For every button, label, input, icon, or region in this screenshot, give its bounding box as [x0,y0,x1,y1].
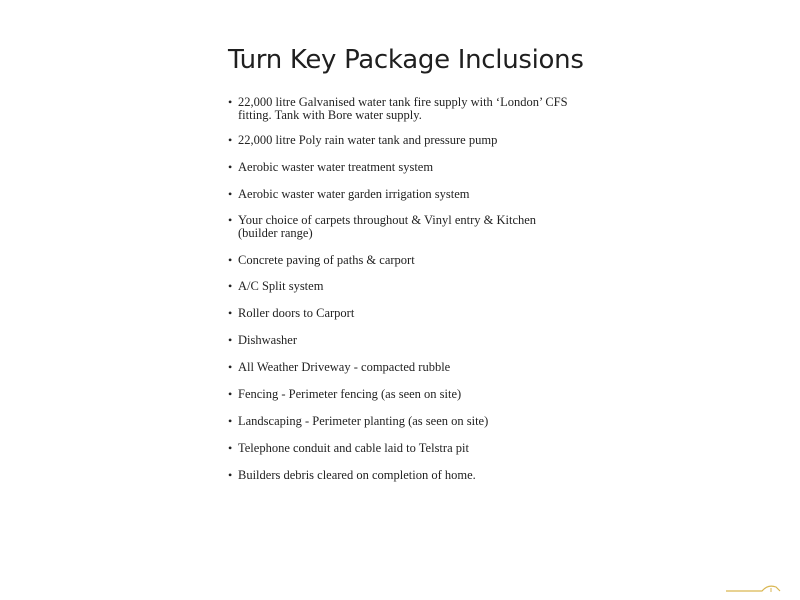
bullet-icon: • [228,441,233,455]
list-item-text: Your choice of carpets throughout & Vinyl entry & Kitchen (builder range) [238,213,537,240]
bullet-icon: • [228,387,233,401]
list-item-text: Landscaping - Perimeter planting (as seen on site) [238,414,489,428]
bullet-icon: • [228,468,233,482]
bullet-icon: • [228,306,233,320]
list-item [228,280,568,293]
list-item [228,361,568,374]
list-item [228,214,568,240]
list-item [228,254,568,267]
list-item-text: Telephone conduit and cable laid to Telstra pit [238,441,469,455]
list-item-text: Fencing - Perimeter fencing (as seen on site) [238,387,462,401]
list-item [228,188,568,201]
list-item-text: All Weather Driveway - compacted rubble [238,360,451,374]
list-item-text: Builders debris cleared on completion of home. [238,468,476,482]
bullet-icon: • [228,133,233,147]
bullet-icon: • [228,160,233,174]
list-item [228,307,568,320]
list-item [228,469,568,482]
list-item-text: Dishwasher [238,333,298,347]
list-item-text: 22,000 litre Galvanised water tank fire supply with ‘London’ CFS fitting. Tank with Bore water supply. [238,95,568,122]
bullet-icon: • [228,279,233,293]
list-item [228,96,568,122]
list-item [228,134,568,147]
bullet-icon: • [228,95,233,109]
page-title: Turn Key Package Inclusions [228,45,584,75]
bullet-icon: • [228,253,233,267]
list-item-text: Aerobic waster water treatment system [238,160,434,174]
bullet-icon: • [228,187,233,201]
corner-mark-icon [724,578,784,594]
bullet-icon: • [228,333,233,347]
bullet-icon: • [228,360,233,374]
list-item [228,334,568,347]
list-item-text: Roller doors to Carport [238,306,355,320]
list-item [228,442,568,455]
list-item-text: A/C Split system [238,279,324,293]
list-item [228,415,568,428]
list-item [228,388,568,401]
bullet-icon: • [228,213,233,227]
list-item [228,161,568,174]
list-item-text: Aerobic waster water garden irrigation system [238,187,470,201]
list-item-text: Concrete paving of paths & carport [238,253,415,267]
list-item-text: 22,000 litre Poly rain water tank and pressure pump [238,133,498,147]
bullet-icon: • [228,414,233,428]
